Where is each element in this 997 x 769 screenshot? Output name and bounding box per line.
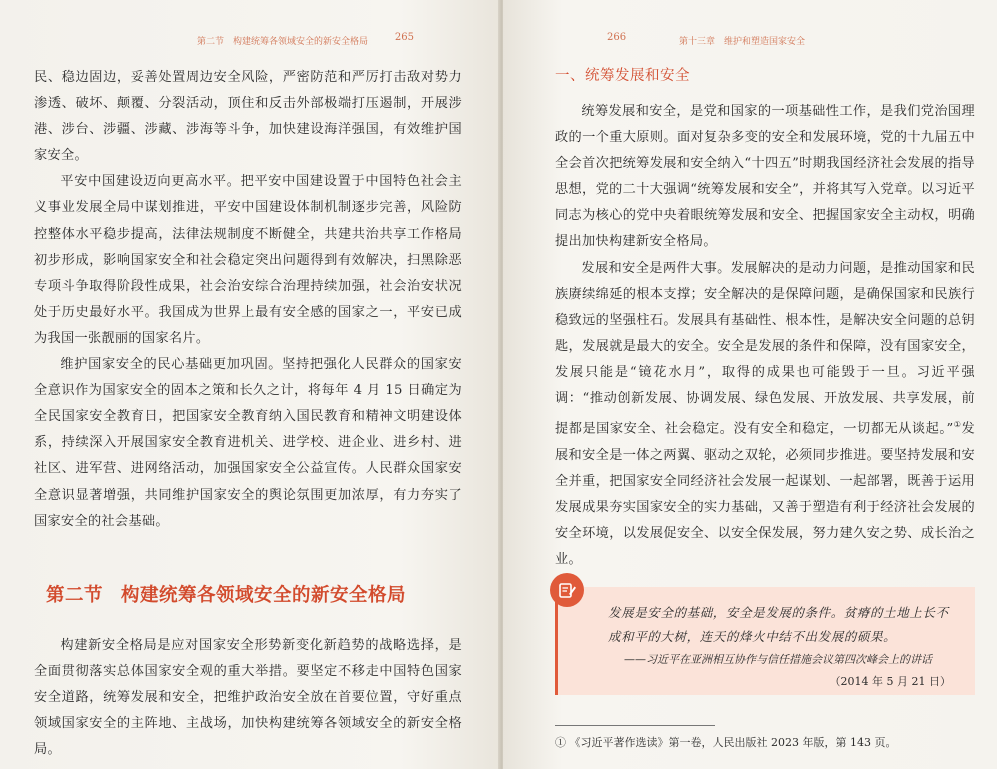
section-title: 构建统筹各领域安全的新安全格局 — [121, 584, 407, 606]
left-paragraph-2: 平安中国建设迈向更高水平。把平安中国建设置于中国特色社会主义事业发展全局中谋划推进，平安中国建设体制机制逐步完善，风险防控整体水平稳步提高，法律法规制度不断健全，共建共治共享工作格局初步形成，影响国家安全和社会稳定突出问题得到有效解决，扫黑除恶专项斗争取得阶段性成果，社会治安综合治理持续加强，社会治安状况处于历史最好水平。我国成为世界上最有安全感的国家之一，平安已成为我国一张靓丽的国家名片。 — [34, 174, 462, 346]
quote-source: ——习近平在亚洲相互协作与信任措施会议第四次峰会上的讲话 — [624, 653, 932, 667]
right-paragraph-2-text: 发展和安全是两件大事。发展解决的是动力问题，是推动国家和民族赓续绵延的根本支撑；安全解决的是保障问题，是确保国家和民族行稳致远的坚强柱石。发展具有基础性、根本性，是解决安全问题的总钥匙，发展就是最大的安全。安全是发展的条件和保障，没有国家安全，发展只能是“镜花水月”，取得的成果也可能毁于一旦。习近平强调：“推动创新发展、协调发展、绿色发展、开放发展、共享发展，前提都是国家安全、社会稳定。没有安全和稳定，一切都无从谈起。” — [555, 260, 975, 437]
left-running-head-title: 第二节 构建统筹各领域安全的新安全格局 — [196, 37, 368, 47]
left-paragraph-1: 民、稳边固边，妥善处置周边安全风险，严密防范和严厉打击敌对势力渗透、破坏、颠覆、分裂活动，顶住和反击外部极端打压遏制，开展涉港、涉台、涉疆、涉藏、涉海等斗争，加快建设海洋强国，有效维护国家安全。 — [34, 70, 462, 164]
right-running-head-title: 第十三章 维护和塑造国家安全 — [679, 37, 806, 47]
footnote-text: 《习近平著作选读》第一卷，人民出版社 2023 年版，第 143 页。 — [569, 736, 897, 750]
left-paragraph-3: 维护国家安全的民心基础更加巩固。坚持把强化人民群众的国家安全意识作为国家安全的固本之策和长久之计，将每年 4 月 15 日确定为全民国家安全教育日，把国家安全教育纳入国民教育和精神文明建设体系，持续深入开展国家安全教育进机关、进学校、进企业、进乡村、进社区、进军营、进网络活动，加强国家安全公益宣传。人民群众国家安全意识显著增强，共同维护国家安全的舆论氛围更加浓厚，有力夯实了国家安全的社会基础。 — [34, 357, 462, 529]
section-intro-paragraph: 构建新安全格局是应对国家安全形势新变化新趋势的战略选择，是全面贯彻落实总体国家安全观的重大举措。要坚定不移走中国特色国家安全道路，统筹发展和安全，把维护政治安全放在首要位置，守好重点领域国家安全的主阵地、主战场，加快构建统筹各领域安全的新安全格局。 — [34, 637, 462, 758]
footnote-marker: ① — [555, 736, 566, 750]
footnote-reference: ① — [953, 420, 962, 430]
right-paragraph-1: 统筹发展和安全，是党和国家的一项基础性工作，是我们党治国理政的一个重大原则。面对复杂多变的安全和发展环境，党的十九届五中全会首次把统筹发展和安全纳入“十四五”时期我国经济社会发展的指导思想，党的二十大强调“统筹发展和安全”，并将其写入党章。以习近平同志为核心的党中央着眼统筹发展和安全、把握国家安全主动权，明确提出加快构建新安全格局。 — [555, 104, 975, 250]
quote-text: 发展是安全的基础，安全是发展的条件。贫瘠的土地上长不成和平的大树，连天的烽火中结不出发展的硕果。 — [608, 605, 949, 645]
footnote-divider — [555, 725, 715, 726]
section-number: 第二节 — [46, 584, 104, 606]
right-page-number: 266 — [607, 32, 627, 43]
subsection-heading: 一、统筹发展和安全 — [555, 68, 690, 84]
quote-date: （2014 年 5 月 21 日） — [829, 675, 951, 689]
pen-note-icon — [550, 573, 584, 607]
quote-box — [555, 587, 975, 695]
right-paragraph-2 — [555, 256, 975, 574]
section-heading — [46, 581, 462, 607]
left-running-head — [34, 0, 462, 78]
right-paragraph-3-text: 发展和安全是一体之两翼、驱动之双轮，必须同步推进。要坚持发展和安全并重，把国家安全同经济社会发展一起谋划、一起部署，既善于运用发展成果夯实国家安全的实力基础，又善于塑造有利于经济社会发展的安全环境，以发展促安全、以安全保发展，努力建久安之势、成长治之业。 — [555, 421, 975, 567]
left-page-number: 265 — [394, 32, 414, 43]
right-page — [503, 0, 997, 769]
right-running-head — [555, 0, 975, 78]
left-page-body — [34, 65, 462, 763]
footnote — [555, 734, 975, 752]
